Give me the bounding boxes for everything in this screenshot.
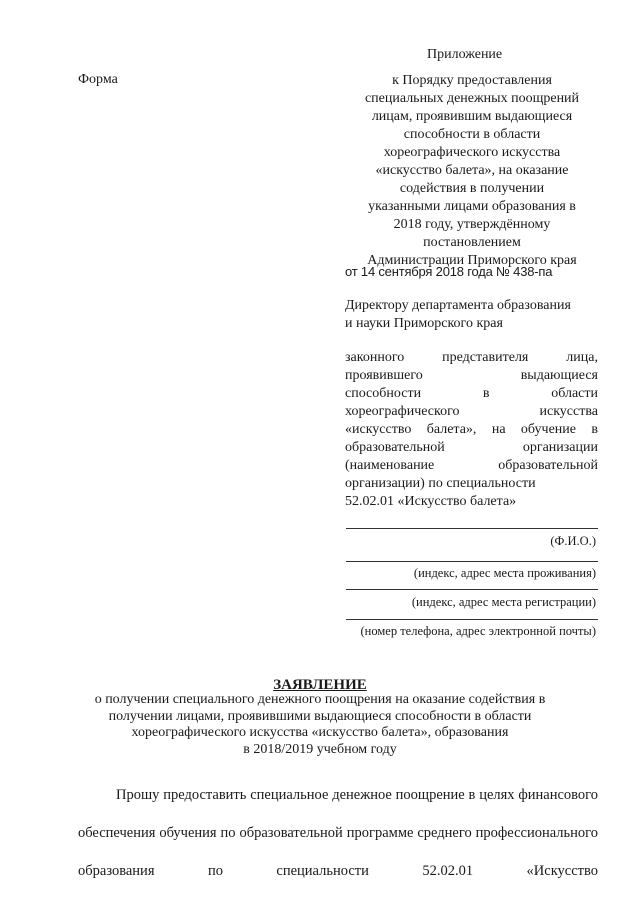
residence-field-line[interactable] xyxy=(346,561,598,562)
applicant-line: образовательной организации xyxy=(345,440,598,455)
appendix-line: специальных денежных поощрений xyxy=(364,91,580,106)
appendix-line: способности в области xyxy=(403,127,541,142)
appendix-line: к Порядку предоставления xyxy=(392,73,552,88)
statement-subtitle xyxy=(60,692,580,758)
applicant-line: законного представителя лица, xyxy=(345,350,598,365)
statement-subtitle-line: хореографического искусства «искусство балета», образования xyxy=(131,725,509,740)
applicant-line: 52.02.01 «Искусство балета» xyxy=(345,494,517,509)
contacts-caption: (номер телефона, адрес электронной почты) xyxy=(360,624,596,638)
appendix-line: указанными лицами образования в xyxy=(368,199,576,214)
applicant-line: проявившего выдающиеся xyxy=(345,368,598,383)
fio-caption: (Ф.И.О.) xyxy=(550,534,596,548)
applicant-block xyxy=(345,349,598,511)
addressee-block xyxy=(345,297,600,333)
applicant-line: (наименование образовательной xyxy=(345,458,598,473)
fio-field-line[interactable] xyxy=(346,528,598,529)
statement-body: Прошу предоставить специальное денежное поощрение в целях финансового обеспечения обучения по образовательной программе среднего профессионального образования по специальности 52.02.01 «Искусство xyxy=(78,787,598,879)
statement-subtitle-line: в 2018/2019 учебном году xyxy=(243,741,397,757)
applicant-line: способности в области xyxy=(345,386,598,401)
appendix-line: 2018 году, утверждённому xyxy=(393,217,551,232)
appendix-title: Приложение xyxy=(427,47,503,62)
appendix-description xyxy=(340,72,604,270)
appendix-line: постановлением xyxy=(423,235,521,250)
appendix-line: хореографического искусства xyxy=(383,145,561,160)
registration-field-line[interactable] xyxy=(346,589,598,590)
residence-caption: (индекс, адрес места проживания) xyxy=(413,566,596,580)
addressee-line: Директору департамента образования xyxy=(345,298,571,313)
appendix-line: содействия в получении xyxy=(399,181,545,196)
statement-subtitle-line: получении лицами, проявившими выдающиеся способности в области xyxy=(108,708,532,724)
form-label: Форма xyxy=(78,72,118,87)
appendix-line: «искусство балета», на оказание xyxy=(375,163,569,178)
applicant-line: «искусство балета», на обучение в xyxy=(345,422,598,437)
statement-title: ЗАЯВЛЕНИЕ xyxy=(273,677,367,693)
appendix-line: лицам, проявившим выдающиеся xyxy=(371,109,573,124)
addressee-line: и науки Приморского края xyxy=(345,316,503,331)
decree-reference: от 14 сентября 2018 года № 438-па xyxy=(345,264,553,279)
contacts-field-line[interactable] xyxy=(346,619,598,620)
registration-caption: (индекс, адрес места регистрации) xyxy=(411,595,596,609)
statement-subtitle-line: о получении специального денежного поощрения на оказание содействия в xyxy=(94,692,546,707)
appendix-line: Администрации Приморского края xyxy=(367,253,577,268)
applicant-line: хореографического искусства xyxy=(345,404,598,419)
applicant-line: организации) по специальности xyxy=(345,476,536,491)
